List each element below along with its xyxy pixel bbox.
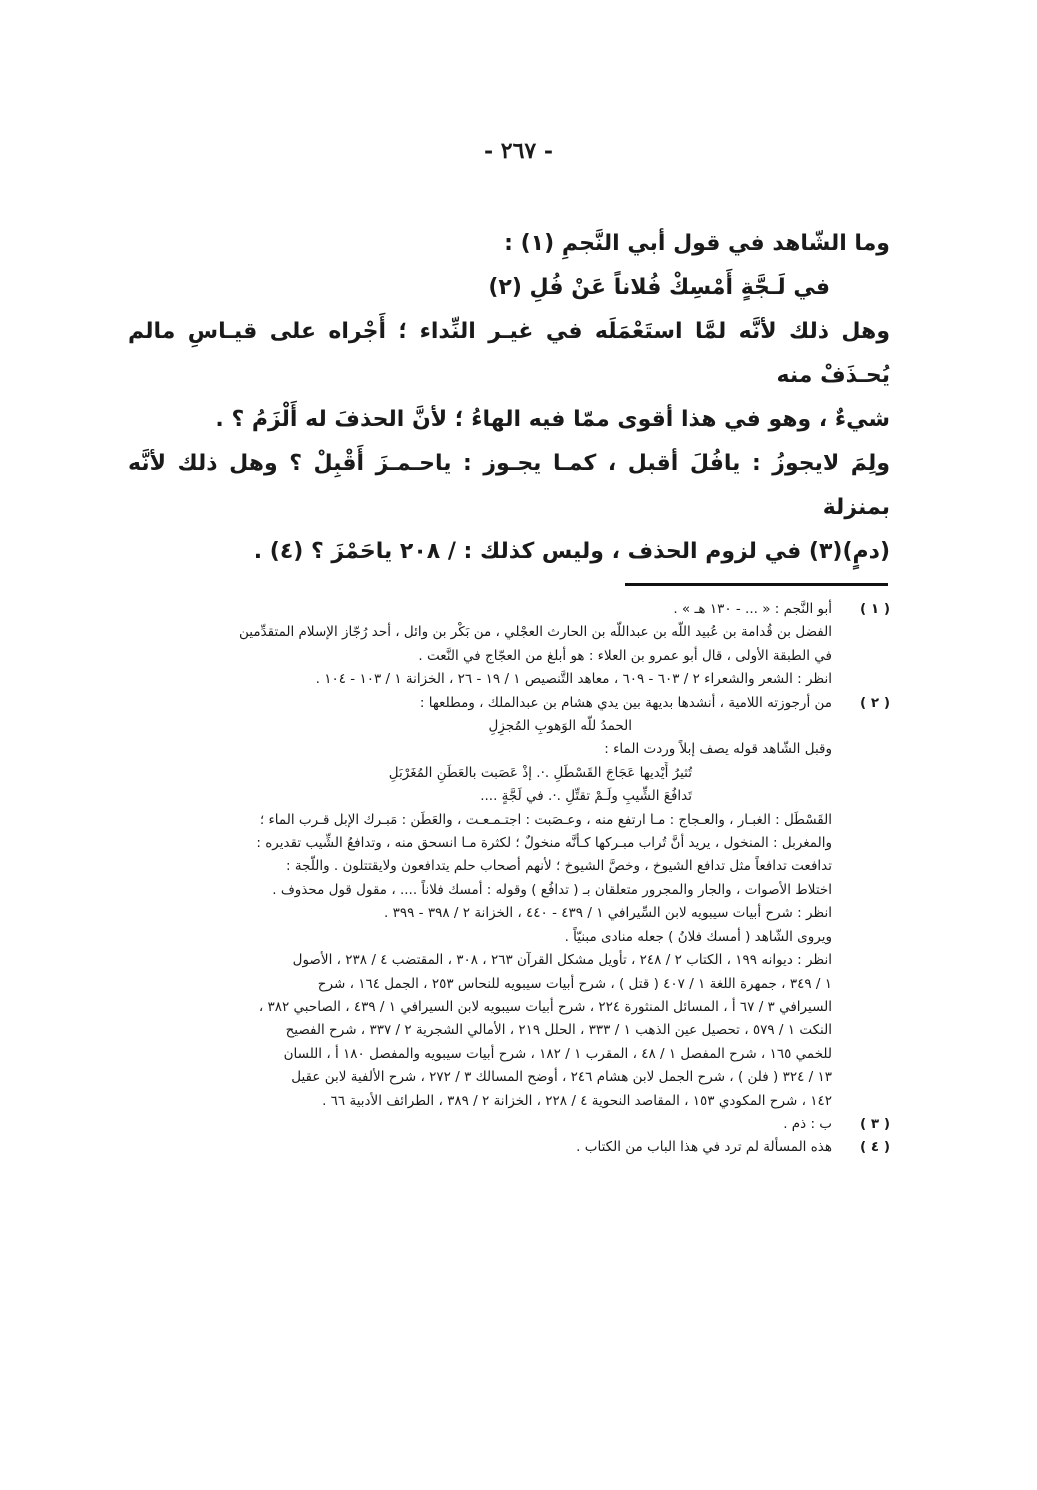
footnote-line: ويروى الشّاهد ( أمسك فلانُ ) جعله منادى مبنيّاً . <box>564 928 832 945</box>
footnote-4 <box>128 1136 890 1159</box>
footnote-line: انظر : الشعر والشعراء ٢ / ٦٠٣ - ٦٠٩ ، معاهد التَّنصيص ١ / ١٩ - ٢٦ ، الخزانة ١ / ١٠٣ - ١٠٤ . <box>315 671 832 688</box>
footnote-line: ١ / ٣٤٩ ، جمهرة اللغة ١ / ٤٠٧ ( قتل ) ، شرح أبيات سيبويه للنحاس ٢٥٣ ، الجمل ١٦٤ ، شرح <box>317 975 832 992</box>
main-line: شيءٌ ، وهو في هذا أقوى ممّا فيه الهاءُ ؛ لأنَّ الحذفَ له أَلْزَمُ ؟ . <box>215 407 890 432</box>
footnote-poem-line: الحمدُ للّه الوَهوبِ المُجزِلِ <box>488 718 632 735</box>
footnote-line: تدافعت تدافعاً مثل تدافع الشيوخ ، وخصَّ الشيوخ ؛ لأنهم أصحاب حلم يتدافعون ولايقتتلون . واللَّجة : <box>286 858 832 875</box>
footnote-line: ب : ذم . <box>783 1115 832 1132</box>
footnote-line: والمغربل : المنخول ، يريد أنَّ تُراب مبـركها كـأنَّه منخولٌ ؛ لكثرة مـا انسحق منه ، وتدافعُ الشِّيب تقديره : <box>256 835 832 852</box>
footnote-line: هذه المسألة لم ترد في هذا الباب من الكتاب . <box>576 1139 832 1156</box>
footnote-number: ( ٢ ) <box>860 694 890 711</box>
footnote-number: ( ٤ ) <box>860 1139 890 1156</box>
footnote-line: القَسْطَل : الغبـار ، والعـجاج : مـا ارتفع منه ، وعـصَبت : اجتـمـعـت ، والعَطَن : مَبـرك الإبل قـرب الماء ؛ <box>259 811 832 828</box>
footnote-2 <box>128 692 890 1113</box>
footnote-line: من أرجوزته اللامية ، أنشدها بديهة بين يدي هشام بن عبدالملك ، ومطلعها : <box>419 694 832 711</box>
footnote-line: انظر : ديوانه ١٩٩ ، الكتاب ٢ / ٢٤٨ ، تأويل مشكل القرآن ٢٦٣ ، ٣٠٨ ، المقتضب ٤ / ٢٣٨ ، الأصول <box>292 952 832 969</box>
footnote-3 <box>128 1113 890 1136</box>
footnote-line: وقبل الشّاهد قوله يصف إبلاً وردت الماء : <box>604 741 832 758</box>
footnote-poem-line: تَدافُعَ الشِّيبِ ولَـمْ تقتِّلِ .·. في لَجَّةٍ .... <box>480 788 692 805</box>
footnote-line: الفضل بن قُدامة بن عُبيد اللَّه بن عبداللَّه بن الحارث العجْلي ، من بَكْر بن وائل ، أحد رُجّاز الإسلام المتقدِّمين <box>239 624 832 641</box>
main-line: (دمٍ)(٣) في لزوم الحذف ، وليس كذلك : / ٢٠٨ ياحَمْزَ ؟ (٤) . <box>253 539 890 564</box>
footnote-line: النكت ١ / ٥٧٩ ، تحصيل عين الذهب ١ / ٣٣٣ ، الحلل ٢١٩ ، الأمالي الشجرية ٢ / ٣٣٧ ، شرح الفصيح <box>285 1022 832 1039</box>
footnote-line: للخمي ١٦٥ ، شرح المفصل ١ / ٤٨ ، المقرب ١ / ١٨٢ ، شرح أبيات سيبويه والمفصل ١٨٠ أ ، اللسان <box>283 1045 832 1062</box>
main-text-block <box>128 222 890 574</box>
footnote-line: في الطبقة الأولى ، قال أبو عمرو بن العلاء : هو أبلغ من العجّاج في النَّعت . <box>418 647 832 664</box>
main-line: ولِمَ لايجوزُ : يافُلَ أقبل ، كمـا يجـوز : ياحـمـزَ أَقْبِلْ ؟ وهل ذلك لأنَّه بمنزلة <box>128 451 890 520</box>
footnote-poem-line: تُثيرُ أَيْديها عَجَاجَ القَسْطَلِ .·. إذْ عَصَبت بالعَطَنِ المُغَرْبَلِ <box>388 764 692 781</box>
footnote-line: اختلاط الأصوات ، والجار والمجرور متعلقان بـ ( تدافُع ) وقوله : أمسك فلاناً .... ، مقول قول محذوف . <box>272 881 832 898</box>
footnote-line: ١٤٢ ، شرح المكودي ١٥٣ ، المقاصد النحوية ٤ / ٢٢٨ ، الخزانة ٢ / ٣٨٩ ، الطرائف الأدبية ٦٦ . <box>322 1092 832 1109</box>
footnote-line: انظر : شرح أبيات سيبويه لابن السِّيرافي ١ / ٤٣٩ - ٤٤٠ ، الخزانة ٢ / ٣٩٨ - ٣٩٩ . <box>384 905 832 922</box>
footnote-separator <box>625 583 888 586</box>
verse-line: في لَـجَّةٍ أَمْسِكْ فُلاناً عَنْ فُلِ (٢) <box>488 275 830 300</box>
footnote-number: ( ١ ) <box>860 601 890 617</box>
main-line: وما الشّاهد في قول أبي النَّجمِ (١) : <box>504 231 890 256</box>
footnote-line: ١٣ / ٣٢٤ ( فلن ) ، شرح الجمل لابن هشام ٢٤٦ ، أوضح المسالك ٣ / ٢٧٢ ، شرح الألفية لابن عقيل <box>291 1069 832 1086</box>
footnote-number: ( ٣ ) <box>860 1115 890 1132</box>
footnote-line: السيرافي ٣ / ٦٧ أ ، المسائل المنثورة ٢٢٤ ، شرح أبيات سيبويه لابن السيرافي ١ / ٤٣٩ ، الصاحبي ٣٨٢ ، <box>258 998 832 1015</box>
footnote-1 <box>128 598 890 692</box>
footnote-line: أبو النَّجم : « ... - ١٣٠ هـ » . <box>673 601 832 617</box>
footnotes <box>128 598 890 1160</box>
page-number: - ٢٦٧ - <box>483 138 554 164</box>
main-line: وهل ذلك لأنَّه لمَّا استَعْمَلَه في غيـر النِّداء ؛ أَجْراه على قيـاسِ مالم يُحـذَفْ منه <box>128 319 890 388</box>
